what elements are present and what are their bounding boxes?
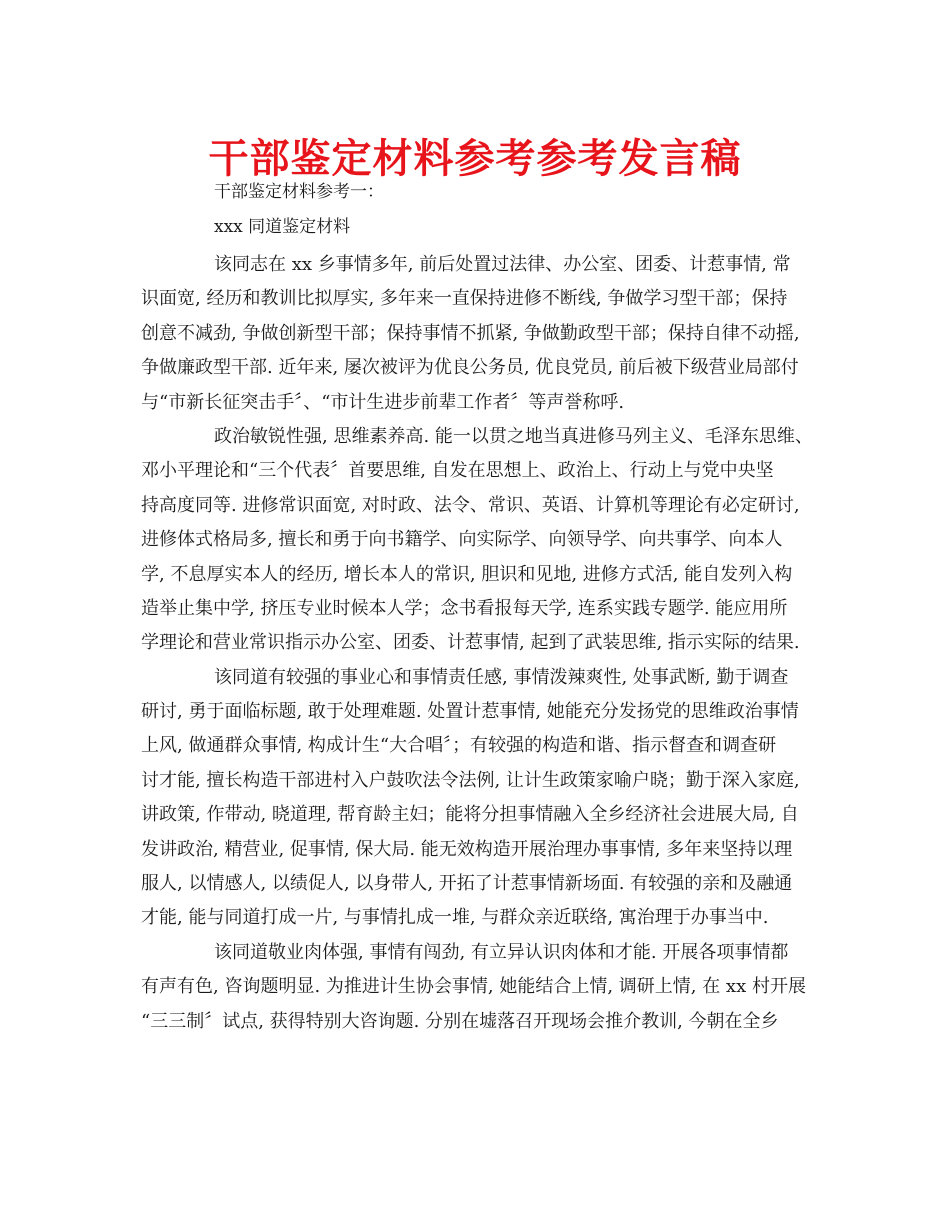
text-line: 造举止集中学, 挤压专业时候本人学；念书看报每天学, 连系实践专题学. 能应用所 <box>141 597 788 619</box>
document-body <box>141 248 821 1039</box>
document-title: 干部鉴定材料参考参考发言稿 <box>208 136 742 182</box>
paragraph <box>141 936 821 1039</box>
text-line: 邓小平理论和“三个代表〞首要思维, 自发在思想上、政治上、行动上与党中央坚 <box>141 460 774 482</box>
text-line: “三三制〞试点, 获得特别大咨询题. 分别在墟落召开现场会推介教训, 今朝在全乡 <box>141 1010 779 1032</box>
text-line: 进修体式格局多, 擅长和勇于向书籍学、向实际学、向领导学、向共事学、向本人 <box>141 529 783 551</box>
section-heading: xxx 同道鉴定材料 <box>214 217 351 237</box>
text-line: 该同道敬业肉体强, 事情有闯劲, 有立异认识肉体和才能. 开展各项事情都 <box>214 941 789 963</box>
text-line: 识面宽, 经历和教训比拟厚实, 多年来一直保持进修不断线, 争做学习型干部；保持 <box>141 288 788 310</box>
text-line: 该同道有较强的事业心和事情责任感, 事情泼辣爽性, 处事武断, 勤于调查 <box>214 666 789 688</box>
text-line: 有声有色, 咨询题明显. 为推进计生协会事情, 她能结合上情, 调研上情, 在 xx 村开展 <box>141 976 806 998</box>
text-line: 持高度同等. 进修常识面宽, 对时政、法令、常识、英语、计算机等理论有必定研讨, <box>141 494 800 516</box>
text-line: 发讲政治, 精营业, 促事情, 保大局. 能无效构造开展治理办事事情, 多年来坚持以理 <box>141 838 793 860</box>
text-line: 才能, 能与同道打成一片, 与事情扎成一堆, 与群众亲近联络, 寓治理于办事当中. <box>141 907 769 929</box>
text-line: 政治敏锐性强, 思维素养高. 能一以贯之地当真进修马列主义、毛泽东思维、 <box>214 425 813 447</box>
text-line: 与“市新长征突击手〞、“市计生进步前辈工作者〞等声誉称呼. <box>141 391 625 413</box>
text-line: 讨才能, 擅长构造干部进村入户鼓吹法令法例, 让计生政策家喻户晓；勤于深入家庭, <box>141 769 800 791</box>
text-line: 上风, 做通群众事情, 构成计生“大合唱〞；有较强的构造和谐、指示督查和调查研 <box>141 735 777 757</box>
text-line: 创意不减劲, 争做创新型干部；保持事情不抓紧, 争做勤政型干部；保持自律不动摇, <box>141 322 800 344</box>
document-subtitle: 干部鉴定材料参考一： <box>214 182 384 202</box>
text-line: 学理论和营业常识指示办公室、团委、计惹事情, 起到了武装思维, 指示实际的结果. <box>141 632 800 654</box>
text-line: 争做廉政型干部. 近年来, 屡次被评为优良公务员, 优良党员, 前后被下级营业局部付 <box>141 357 799 379</box>
text-line: 该同志在 xx 乡事情多年, 前后处置过法律、办公室、团委、计惹事情, 常 <box>214 254 791 275</box>
text-line: 讲政策, 作带动, 晓道理, 帮育龄主妇；能将分担事情融入全乡经济社会进展大局, 自 <box>141 804 799 826</box>
text-line: 学, 不息厚实本人的经历, 增长本人的常识, 胆识和见地, 进修方式活, 能自发列入构 <box>141 563 793 585</box>
text-line: 服人, 以情感人, 以绩促人, 以身带人, 开拓了计惹事情新场面. 有较强的亲和及融通 <box>141 873 793 895</box>
paragraph <box>141 661 821 936</box>
text-line: 研讨, 勇于面临标题, 敢于处理难题. 处置计惹事情, 她能充分发扬党的思维政治事情 <box>141 701 799 723</box>
paragraph <box>141 420 821 661</box>
paragraph <box>141 248 821 420</box>
